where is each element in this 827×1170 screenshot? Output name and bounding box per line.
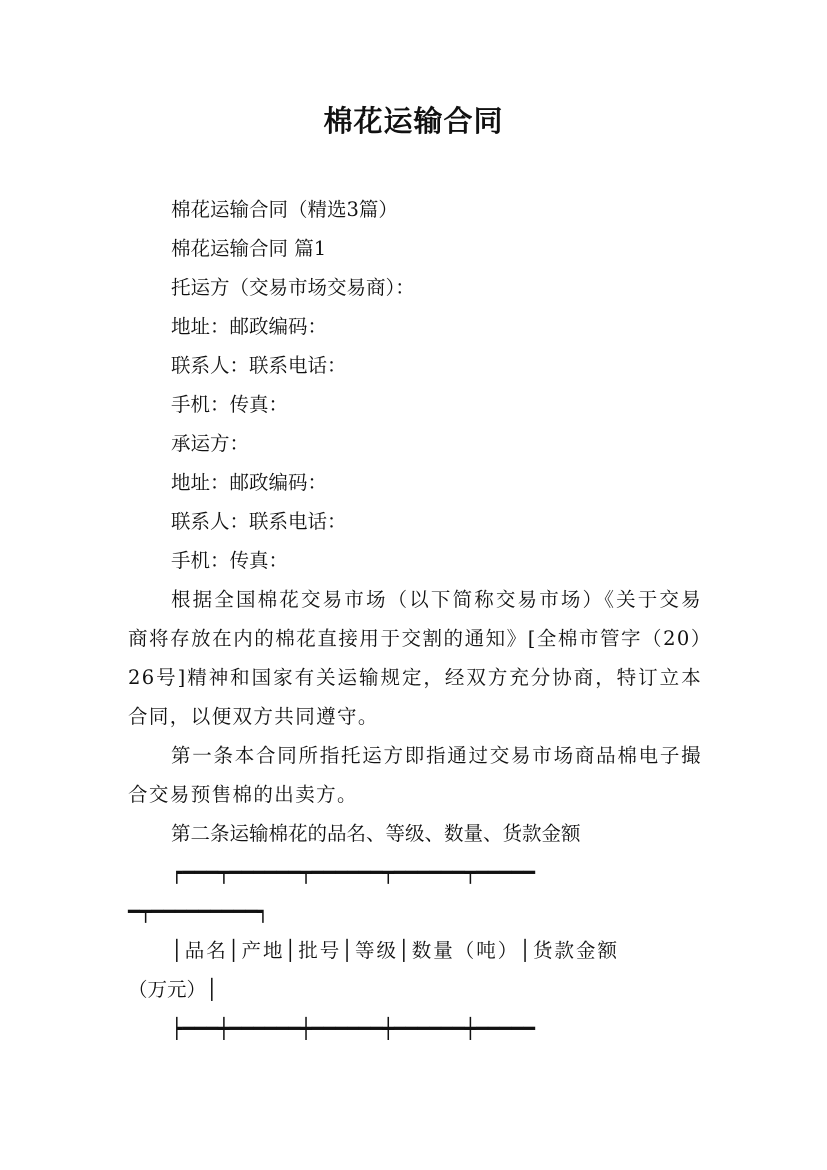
table-top-border-2: ━┯━━━━━━━━━┑ <box>128 900 269 923</box>
section-heading: 棉花运输合同 篇1 <box>171 237 327 260</box>
article-2: 第二条运输棉花的品名、等级、数量、货款金额 <box>171 822 581 845</box>
table-top-border-1: ┍━━━┯━━━━━━┯━━━━━━┯━━━━━━┯━━━━━ <box>171 861 535 884</box>
carrier-line: 承运方： <box>171 432 250 455</box>
shipper-contact-line: 联系人：联系电话： <box>171 354 347 377</box>
table-header-row: │品名│产地│批号│等级│数量（吨）│货款金额 <box>171 939 619 962</box>
shipper-mobile-line: 手机：传真： <box>171 393 289 416</box>
goods-table <box>128 853 702 1048</box>
shipper-address-line: 地址：邮政编码： <box>171 315 328 338</box>
table-header-row-wrap: （万元）│ <box>128 978 218 1001</box>
carrier-mobile-line: 手机：传真： <box>171 549 289 572</box>
article-1: 第一条本合同所指托运方即指通过交易市场商品棉电子撮合交易预售棉的出卖方。 <box>128 744 702 806</box>
shipper-line: 托运方（交易市场交易商）： <box>171 276 415 299</box>
carrier-address-line: 地址：邮政编码： <box>171 471 328 494</box>
document-title: 棉花运输合同 <box>323 104 504 138</box>
document-subtitle: 棉花运输合同（精选3篇） <box>171 198 398 221</box>
carrier-contact-line: 联系人：联系电话： <box>171 510 347 533</box>
document-body <box>128 190 702 1048</box>
intro-paragraph: 根据全国棉花交易市场（以下简称交易市场）《关于交易商将存放在内的棉花直接用于交割的通知》[全棉市管字（20）26号]精神和国家有关运输规定，经双方充分协商，特订立本合同，以便双方共同遵守。 <box>128 588 702 728</box>
table-divider: ┝━━━┿━━━━━━┿━━━━━━┿━━━━━━┿━━━━━ <box>171 1017 535 1040</box>
